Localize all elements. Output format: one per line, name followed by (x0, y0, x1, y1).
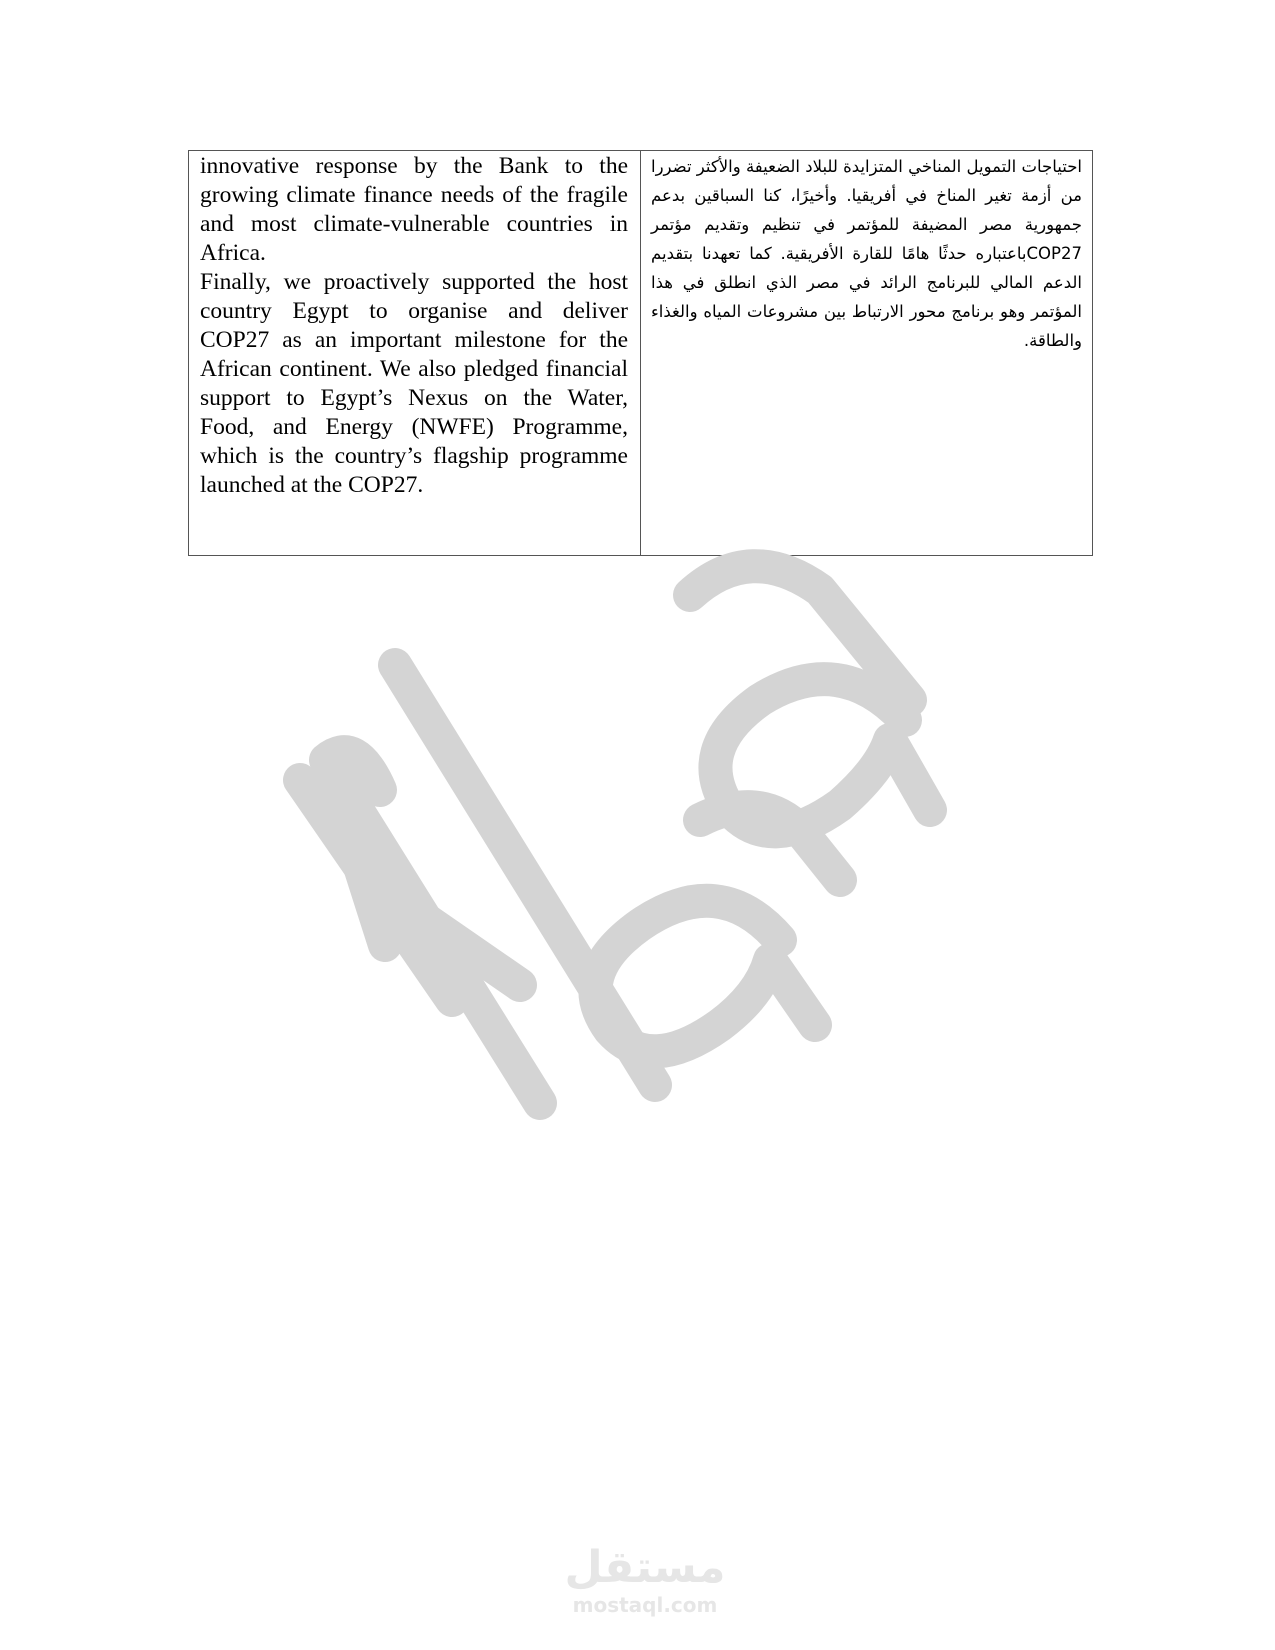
table-row (189, 151, 1093, 556)
english-paragraph-1: innovative response by the Bank to the growing climate finance needs of the fragile and most climate-vulnerable countries in Africa. (200, 153, 628, 266)
mostaql-logo (545, 1540, 745, 1620)
translation-table (188, 150, 1093, 556)
logo-arabic-text: مستقل (564, 1542, 726, 1593)
english-text (189, 151, 640, 500)
logo-latin-text: mostaql.com (572, 1593, 718, 1617)
arabic-text: احتياجات التمويل المناخي المتزايدة للبلاد الضعيفة والأكثر تضررا من أزمة تغير المناخ في أفريقيا. وأخيرًا، كنا السباقين بدعم جمهورية مصر المضيفة للمؤتمر في تنظيم وتقديم مؤتمر COP27باعتباره حدثًا هامًا للقارة الأفريقية. كما تعهدنا بتقديم الدعم المالي للبرنامج الرائد في مصر الذي انطلق في هذا المؤتمر وهو برنامج محور الارتباط بين مشروعات المياه والغذاء والطاقة. (651, 157, 1082, 350)
english-paragraph-2: Finally, we proactively supported the host country Egypt to organise and deliver COP27 as an important milestone for the African continent. We also pledged financial support to Egypt’s Nexus on the Water, Food, and Energy (NWFE) Programme, which is the country’s flagship programme launched at the COP27. (200, 269, 628, 498)
english-cell (189, 151, 641, 556)
watermark-text (300, 566, 930, 1103)
arabic-cell (641, 151, 1093, 556)
